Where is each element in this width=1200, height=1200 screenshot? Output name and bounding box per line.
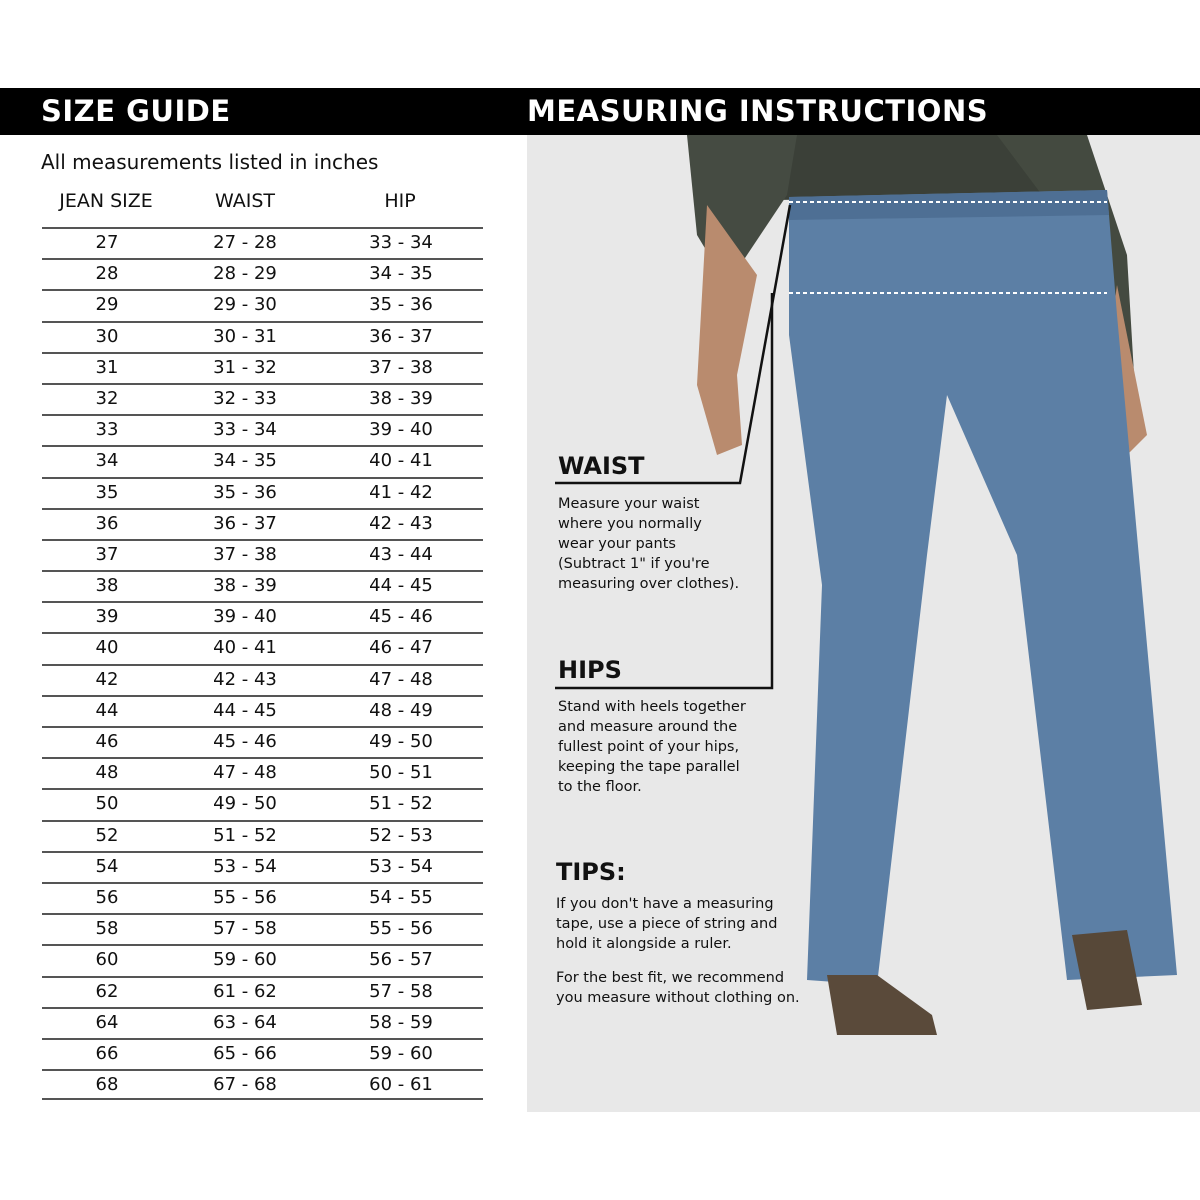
hip-cell: 40 - 41	[369, 450, 433, 472]
hip-cell: 34 - 35	[369, 263, 433, 285]
size-cell: 33	[95, 419, 119, 441]
waist-cell: 28 - 29	[213, 263, 277, 285]
hip-cell: 60 - 61	[369, 1074, 433, 1096]
tips-instructions	[556, 894, 836, 1008]
size-guide-title: SIZE GUIDE	[41, 94, 231, 128]
hip-cell: 51 - 52	[369, 793, 433, 815]
waist-cell: 49 - 50	[213, 793, 277, 815]
table-row	[42, 258, 483, 289]
header-bar	[0, 88, 1200, 135]
size-cell: 37	[95, 543, 119, 565]
size-cell: 66	[95, 1042, 119, 1064]
size-cell: 27	[95, 232, 119, 253]
hip-cell: 54 - 55	[369, 886, 433, 908]
text-line: Stand with heels together	[558, 699, 746, 715]
hip-cell: 35 - 36	[369, 294, 433, 316]
waist-cell: 44 - 45	[213, 699, 277, 721]
units-note: All measurements listed in inches	[41, 150, 379, 174]
table-row	[42, 913, 483, 944]
hips-heading: HIPS	[558, 656, 622, 684]
table-row	[42, 851, 483, 882]
hip-cell: 56 - 57	[369, 949, 433, 971]
hip-cell: 58 - 59	[369, 1011, 433, 1033]
hip-cell: 41 - 42	[369, 481, 433, 503]
table-row	[42, 695, 483, 726]
size-cell: 42	[95, 668, 119, 690]
table-row	[42, 477, 483, 508]
hip-cell: 59 - 60	[369, 1042, 433, 1064]
hip-cell: 46 - 47	[369, 637, 433, 659]
waist-heading: WAIST	[558, 452, 645, 480]
measuring-instructions-title: MEASURING INSTRUCTIONS	[527, 94, 989, 128]
hip-cell: 49 - 50	[369, 731, 433, 752]
text-line: keeping the tape parallel	[558, 759, 740, 775]
table-row	[42, 352, 483, 383]
hip-cell: 39 - 40	[369, 419, 433, 441]
table-row	[42, 944, 483, 975]
text-line: tape, use a piece of string and	[556, 916, 778, 932]
waist-cell: 35 - 36	[213, 481, 277, 503]
hip-cell: 57 - 58	[369, 980, 433, 1002]
waist-cell: 34 - 35	[213, 450, 277, 472]
waist-cell: 37 - 38	[213, 543, 277, 565]
size-cell: 38	[95, 575, 119, 597]
hip-cell: 50 - 51	[369, 762, 433, 784]
table-row	[42, 820, 483, 851]
text-line: For the best fit, we recommend	[556, 970, 785, 986]
text-line: and measure around the	[558, 719, 738, 735]
waist-cell: 36 - 37	[213, 512, 277, 534]
waist-cell: 55 - 56	[213, 886, 277, 908]
table-row	[42, 383, 483, 414]
table-row	[42, 445, 483, 476]
hip-cell: 43 - 44	[369, 543, 433, 565]
waist-cell: 31 - 32	[213, 356, 277, 378]
waist-instructions	[558, 494, 818, 594]
table-row	[42, 664, 483, 695]
size-cell: 28	[95, 263, 119, 285]
waist-cell: 29 - 30	[213, 294, 277, 316]
hip-cell: 37 - 38	[369, 356, 433, 378]
waist-cell: 32 - 33	[213, 387, 277, 409]
waist-cell: 63 - 64	[213, 1011, 277, 1033]
waist-cell: 33 - 34	[213, 419, 277, 441]
size-cell: 56	[95, 886, 119, 908]
col-waist: WAIST	[214, 190, 275, 212]
waist-cell: 38 - 39	[213, 575, 277, 597]
size-cell: 64	[95, 1011, 119, 1033]
hip-cell: 48 - 49	[369, 699, 433, 721]
hip-cell: 52 - 53	[369, 824, 433, 846]
text-line: where you normally	[558, 516, 702, 532]
text-line: to the floor.	[558, 779, 642, 795]
hip-cell: 53 - 54	[369, 855, 433, 877]
text-line: you measure without clothing on.	[556, 990, 800, 1006]
waist-cell: 27 - 28	[213, 232, 277, 253]
text-line: hold it alongside a ruler.	[556, 936, 732, 952]
hip-cell: 44 - 45	[369, 575, 433, 597]
waist-cell: 65 - 66	[213, 1042, 277, 1064]
size-cell: 68	[95, 1074, 119, 1096]
waist-cell: 57 - 58	[213, 918, 277, 940]
size-cell: 39	[95, 606, 119, 628]
text-line: wear your pants	[558, 536, 676, 552]
hips-instructions	[558, 697, 818, 797]
waist-cell: 59 - 60	[213, 949, 277, 971]
size-table	[42, 227, 483, 1100]
table-row	[42, 227, 483, 258]
size-cell: 29	[95, 294, 119, 316]
size-cell: 32	[95, 387, 119, 409]
size-cell: 52	[95, 824, 119, 846]
table-row	[42, 414, 483, 445]
size-cell: 48	[95, 762, 119, 784]
waist-cell: 53 - 54	[213, 855, 277, 877]
waist-cell: 67 - 68	[213, 1074, 277, 1096]
col-jean-size: JEAN SIZE	[59, 190, 153, 212]
table-row	[42, 882, 483, 913]
size-cell: 35	[95, 481, 119, 503]
table-row	[42, 1038, 483, 1069]
hip-cell: 45 - 46	[369, 606, 433, 628]
size-cell: 31	[95, 356, 119, 378]
size-cell: 50	[95, 793, 119, 815]
text-line: fullest point of your hips,	[558, 739, 740, 755]
table-row	[42, 601, 483, 632]
waist-cell: 39 - 40	[213, 606, 277, 628]
size-cell: 60	[95, 949, 119, 971]
text-line: measuring over clothes).	[558, 576, 740, 592]
waist-cell: 61 - 62	[213, 980, 277, 1002]
size-cell: 40	[95, 637, 119, 659]
table-row	[42, 1007, 483, 1038]
waist-cell: 30 - 31	[213, 325, 277, 347]
waist-cell: 40 - 41	[213, 637, 277, 659]
table-row	[42, 632, 483, 663]
waist-cell: 47 - 48	[213, 762, 277, 784]
table-row	[42, 321, 483, 352]
text-line: If you don't have a measuring	[556, 896, 774, 912]
table-row	[42, 976, 483, 1007]
hip-cell: 47 - 48	[369, 668, 433, 690]
hip-cell: 33 - 34	[369, 232, 433, 253]
hip-cell: 42 - 43	[369, 512, 433, 534]
waist-cell: 42 - 43	[213, 668, 277, 690]
size-cell: 44	[95, 699, 119, 721]
tips-heading: TIPS:	[556, 858, 626, 886]
size-cell: 36	[95, 512, 119, 534]
table-row	[42, 289, 483, 320]
hip-cell: 36 - 37	[369, 325, 433, 347]
size-cell: 58	[95, 918, 119, 940]
table-row	[42, 539, 483, 570]
size-cell: 30	[95, 325, 119, 347]
text-line: Measure your waist	[558, 496, 700, 512]
size-cell: 62	[95, 980, 119, 1002]
size-cell: 46	[95, 731, 119, 752]
table-row	[42, 1069, 483, 1100]
table-row	[42, 726, 483, 757]
table-row	[42, 788, 483, 819]
waist-cell: 45 - 46	[213, 731, 277, 752]
table-row	[42, 508, 483, 539]
waist-cell: 51 - 52	[213, 824, 277, 846]
size-cell: 54	[95, 855, 119, 877]
hip-cell: 38 - 39	[369, 387, 433, 409]
table-row	[42, 570, 483, 601]
text-line: (Subtract 1" if you're	[558, 556, 710, 572]
hip-cell: 55 - 56	[369, 918, 433, 940]
size-cell: 34	[95, 450, 119, 472]
col-hip: HIP	[384, 190, 416, 212]
table-row	[42, 757, 483, 788]
